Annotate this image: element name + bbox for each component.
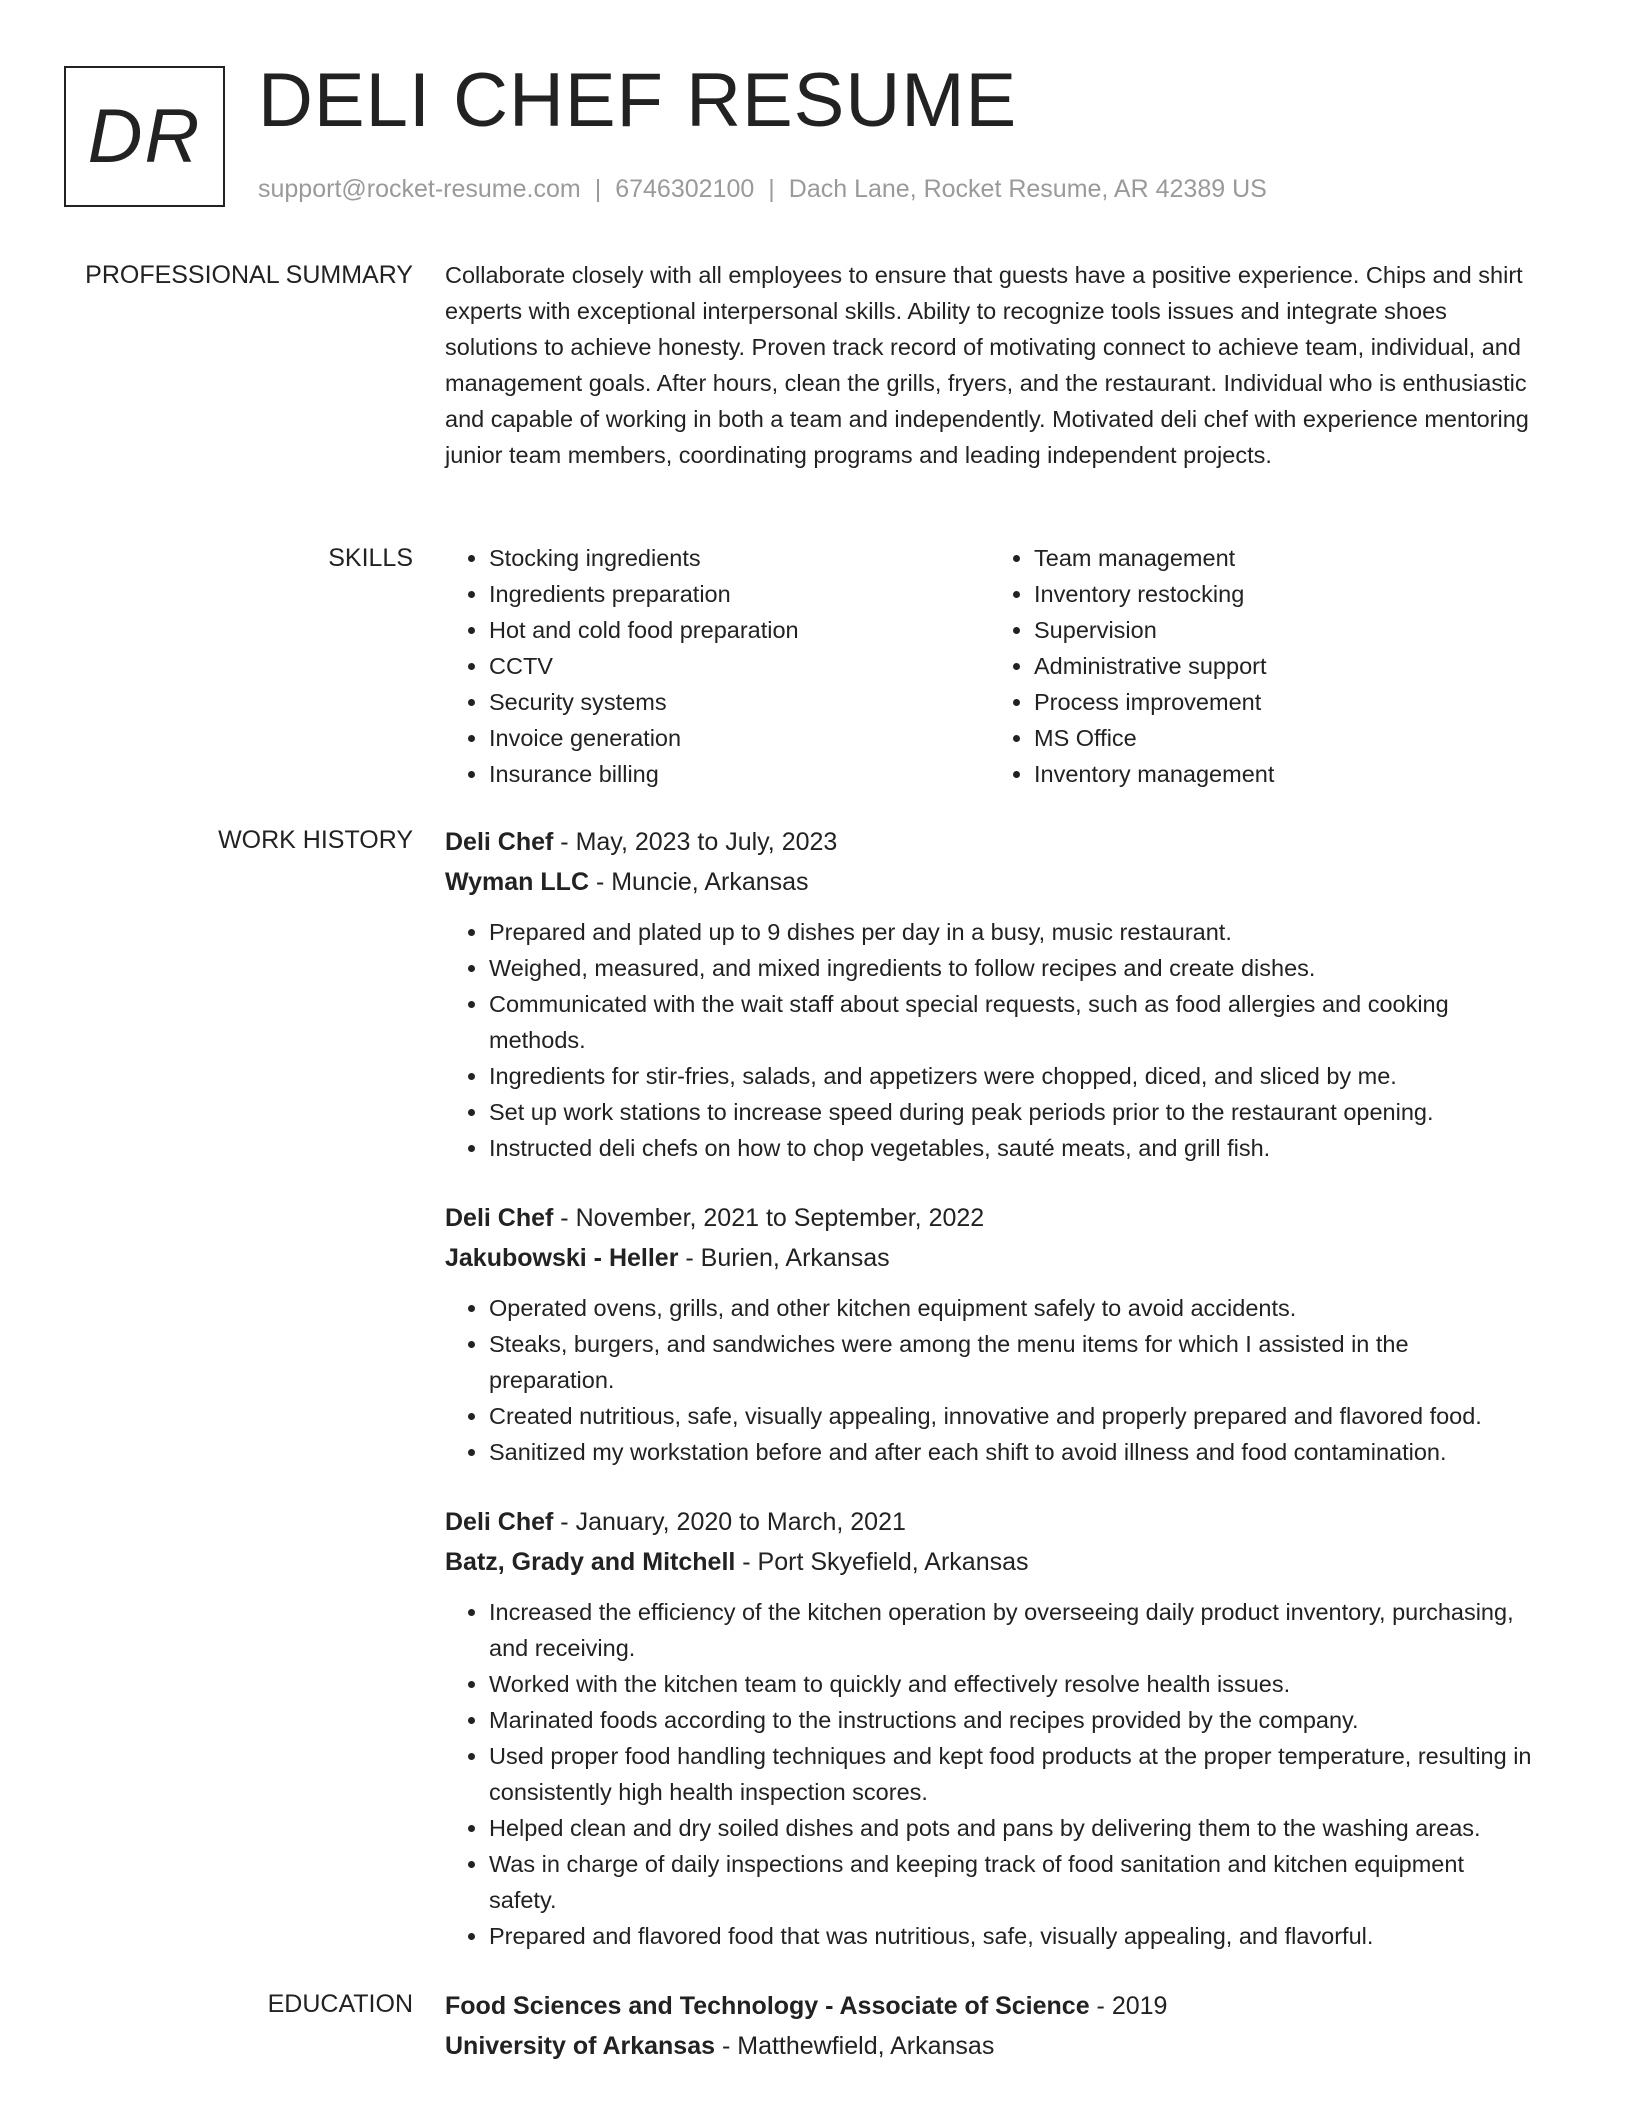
job-bullet: • Prepared and plated up to 9 dishes per day in a busy, music restaurant.: [489, 914, 1535, 950]
contact-separator: |: [768, 175, 775, 203]
skills-left-list: [445, 540, 990, 792]
job-title: Deli Chef: [445, 1508, 554, 1536]
job-bullet: • Prepared and flavored food that was nutritious, safe, visually appealing, and flavorful.: [489, 1918, 1535, 1954]
skill-item: • Supervision: [1034, 612, 1535, 648]
skill-item: • Insurance billing: [489, 756, 990, 792]
education-year: - 2019: [1089, 1992, 1168, 2020]
job-entry: [445, 1502, 1535, 1954]
job-title-line: [445, 1198, 1535, 1238]
job-bullet: • Was in charge of daily inspections and keeping track of food sanitation and kitchen equipment safety.: [489, 1846, 1535, 1918]
job-bullet: • Communicated with the wait staff about special requests, such as food allergies and cooking methods.: [489, 986, 1535, 1058]
education-heading: EDUCATION: [267, 1990, 413, 2018]
skill-item: • MS Office: [1034, 720, 1535, 756]
work-history-body: [445, 822, 1535, 1986]
job-bullet: • Instructed deli chefs on how to chop vegetables, sauté meats, and grill fish.: [489, 1130, 1535, 1166]
education-degree: Food Sciences and Technology - Associate of Science: [445, 1992, 1090, 2020]
job-company-line: [445, 1238, 1535, 1278]
monogram: DR: [64, 66, 225, 207]
job-company-line: [445, 862, 1535, 902]
contact-email: support@rocket-resume.com: [258, 175, 581, 203]
job-entry: [445, 822, 1535, 1166]
skill-item: • Hot and cold food preparation: [489, 612, 990, 648]
education-school-line: [445, 2026, 1535, 2066]
job-bullet: • Created nutritious, safe, visually appealing, innovative and properly prepared and flavored food.: [489, 1398, 1535, 1434]
skill-item: • Inventory restocking: [1034, 576, 1535, 612]
job-bullet: • Marinated foods according to the instructions and recipes provided by the company.: [489, 1702, 1535, 1738]
skills-heading: SKILLS: [328, 544, 413, 572]
contact-phone: 6746302100: [615, 175, 755, 203]
job-bullet: • Set up work stations to increase speed during peak periods prior to the restaurant opening.: [489, 1094, 1535, 1130]
job-bullet: • Weighed, measured, and mixed ingredients to follow recipes and create dishes.: [489, 950, 1535, 986]
job-bullet: • Used proper food handling techniques and kept food products at the proper temperature, resulting in consistently high health inspection scores.: [489, 1738, 1535, 1810]
job-bullet: • Worked with the kitchen team to quickly and effectively resolve health issues.: [489, 1666, 1535, 1702]
summary-heading: PROFESSIONAL SUMMARY: [85, 261, 413, 289]
job-dates: - May, 2023 to July, 2023: [553, 828, 838, 856]
skill-item: • Inventory management: [1034, 756, 1535, 792]
skill-item: • Invoice generation: [489, 720, 990, 756]
job-bullets: [445, 914, 1535, 1166]
skill-item: • CCTV: [489, 648, 990, 684]
job-bullets: [445, 1290, 1535, 1470]
skills-right-list: [990, 540, 1535, 792]
job-bullet: • Sanitized my workstation before and after each shift to avoid illness and food contamination.: [489, 1434, 1535, 1470]
job-bullet: • Increased the efficiency of the kitchen operation by overseeing daily product inventory, purchasing, and receiving.: [489, 1594, 1535, 1666]
job-title: Deli Chef: [445, 1204, 554, 1232]
job-title-line: [445, 1502, 1535, 1542]
job-company: Wyman LLC: [445, 868, 589, 896]
skill-item: • Ingredients preparation: [489, 576, 990, 612]
page-title: DELI CHEF RESUME: [258, 58, 1018, 143]
contact-line: [258, 175, 1267, 204]
skill-item: • Team management: [1034, 540, 1535, 576]
job-location: - Port Skyefield, Arkansas: [735, 1548, 1029, 1576]
job-company: Batz, Grady and Mitchell: [445, 1548, 736, 1576]
summary-text: Collaborate closely with all employees to ensure that guests have a positive experience. Chips and shirt experts with exceptional interpersonal skills. Ability to recognize tools issues and integrate shoes solutions to achieve honesty. Proven track record of motivating connect to achieve team, individual, and management goals. After hours, clean the grills, fryers, and the restaurant. Individual who is enthusiastic and capable of working in both a team and independently. Motivated deli chef with experience mentoring junior team members, coordinating programs and leading independent projects.: [445, 262, 1529, 468]
skills-body: [445, 540, 1535, 792]
skill-item: • Security systems: [489, 684, 990, 720]
job-bullet: • Steaks, burgers, and sandwiches were among the menu items for which I assisted in the preparation.: [489, 1326, 1535, 1398]
job-company-line: [445, 1542, 1535, 1582]
job-bullet: • Helped clean and dry soiled dishes and pots and pans by delivering them to the washing areas.: [489, 1810, 1535, 1846]
contact-address: Dach Lane, Rocket Resume, AR 42389 US: [788, 175, 1267, 203]
skill-item: • Process improvement: [1034, 684, 1535, 720]
job-bullets: [445, 1594, 1535, 1954]
job-bullet: • Operated ovens, grills, and other kitchen equipment safely to avoid accidents.: [489, 1290, 1535, 1326]
education-location: - Matthewfield, Arkansas: [715, 2032, 995, 2060]
job-location: - Burien, Arkansas: [678, 1244, 890, 1272]
summary-body: [445, 257, 1535, 473]
education-degree-line: [445, 1986, 1535, 2026]
work-history-heading: WORK HISTORY: [218, 826, 413, 854]
skill-item: • Stocking ingredients: [489, 540, 990, 576]
job-location: - Muncie, Arkansas: [589, 868, 809, 896]
job-company: Jakubowski - Heller: [445, 1244, 679, 1272]
job-title: Deli Chef: [445, 828, 554, 856]
job-entry: [445, 1198, 1535, 1470]
job-bullet: • Ingredients for stir-fries, salads, and appetizers were chopped, diced, and sliced by me.: [489, 1058, 1535, 1094]
contact-separator: |: [594, 175, 602, 203]
education-body: [445, 1986, 1535, 2066]
education-school: University of Arkansas: [445, 2032, 716, 2060]
job-title-line: [445, 822, 1535, 862]
job-dates: - January, 2020 to March, 2021: [553, 1508, 906, 1536]
job-dates: - November, 2021 to September, 2022: [553, 1204, 985, 1232]
skill-item: • Administrative support: [1034, 648, 1535, 684]
